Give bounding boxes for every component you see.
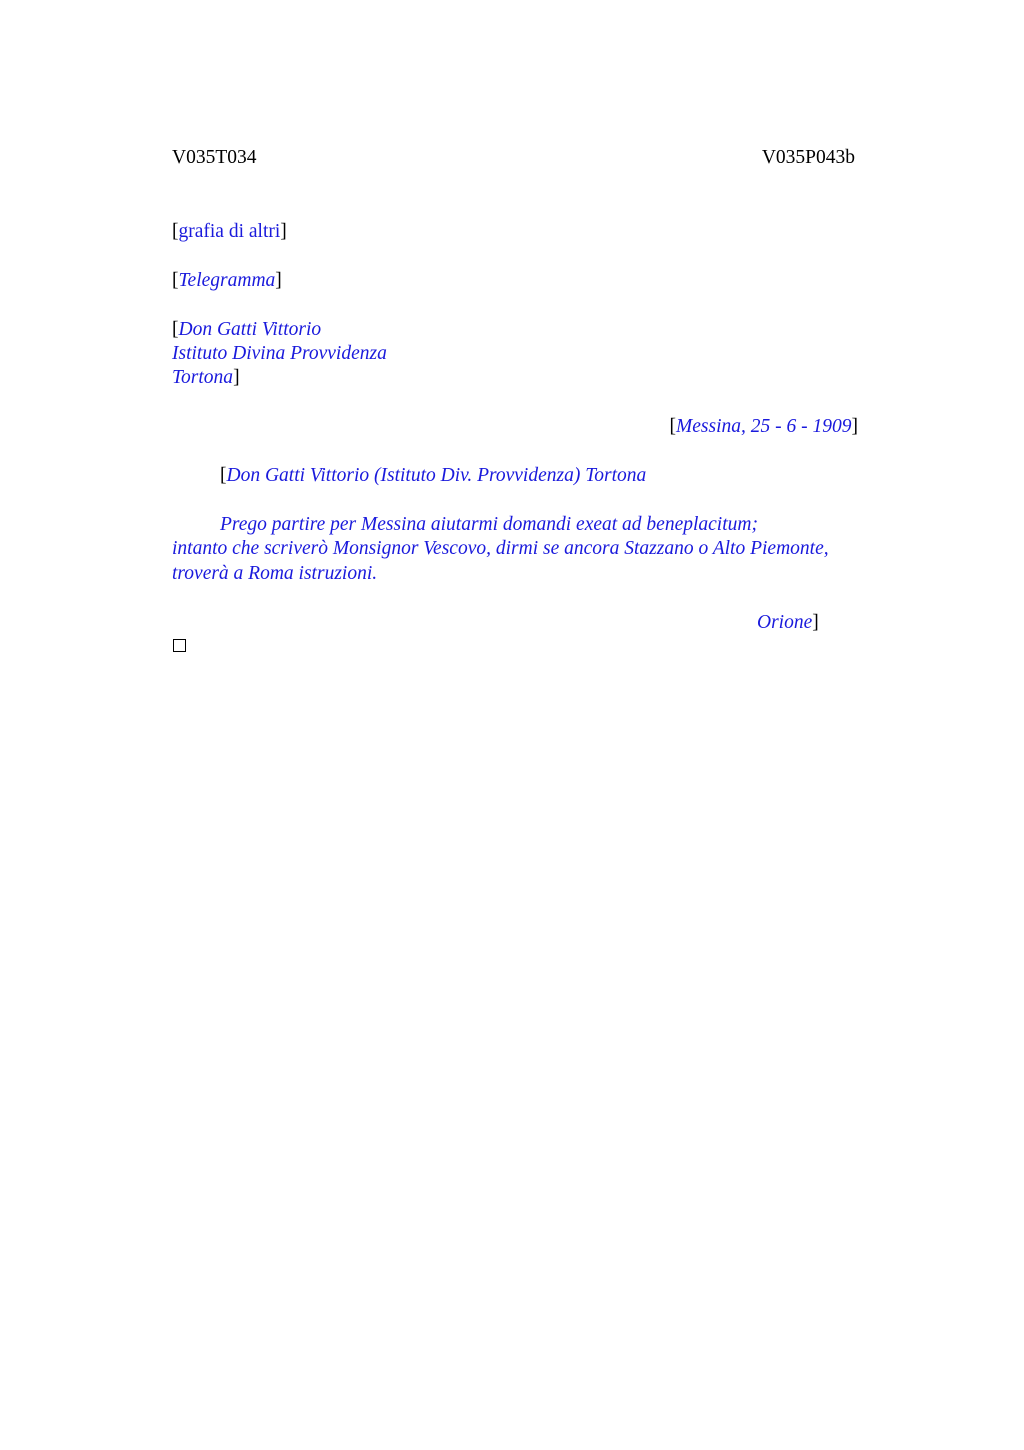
recipient-line [220,464,646,488]
signature-text: Orione [757,612,813,633]
editorial-note-text: grafia di altri [178,221,281,242]
document-type-text: Telegramma [178,270,276,291]
recipient-text: Don Gatti Vittorio (Istituto Div. Provvidenza) Tortona [226,465,647,486]
document-code-right: V035P043b [761,147,855,168]
end-marker-square-icon [173,639,186,652]
document-code-left: V035T034 [172,147,257,168]
open-bracket: [ [172,319,179,340]
editorial-note [172,220,287,244]
open-bracket: [ [172,221,179,242]
body-line-3: troverà a Roma istruzioni. [172,563,378,584]
close-bracket: ] [851,416,858,437]
address-city: Tortona [172,367,234,388]
address-name: Don Gatti Vittorio [178,319,322,340]
open-bracket: [ [669,416,677,437]
close-bracket: ] [280,221,287,242]
open-bracket: [ [220,465,227,486]
close-bracket: ] [233,367,240,388]
close-bracket: ] [812,612,819,633]
body-line-1: Prego partire per Messina aiutarmi domandi exeat ad beneplacitum; [220,514,758,535]
address-line-1 [172,318,321,342]
signature [757,611,819,635]
body-line-2: intanto che scriverò Monsignor Vescovo, dirmi se ancora Stazzano o Alto Piemonte, [172,538,829,559]
address-line-2: Istituto Divina Provvidenza [172,343,387,364]
open-bracket: [ [172,270,179,291]
date-line [670,415,858,439]
date-text: Messina, 25 - 6 - 1909 [676,416,852,437]
document-type [172,269,282,293]
close-bracket: ] [275,270,282,291]
address-line-3 [172,366,240,390]
